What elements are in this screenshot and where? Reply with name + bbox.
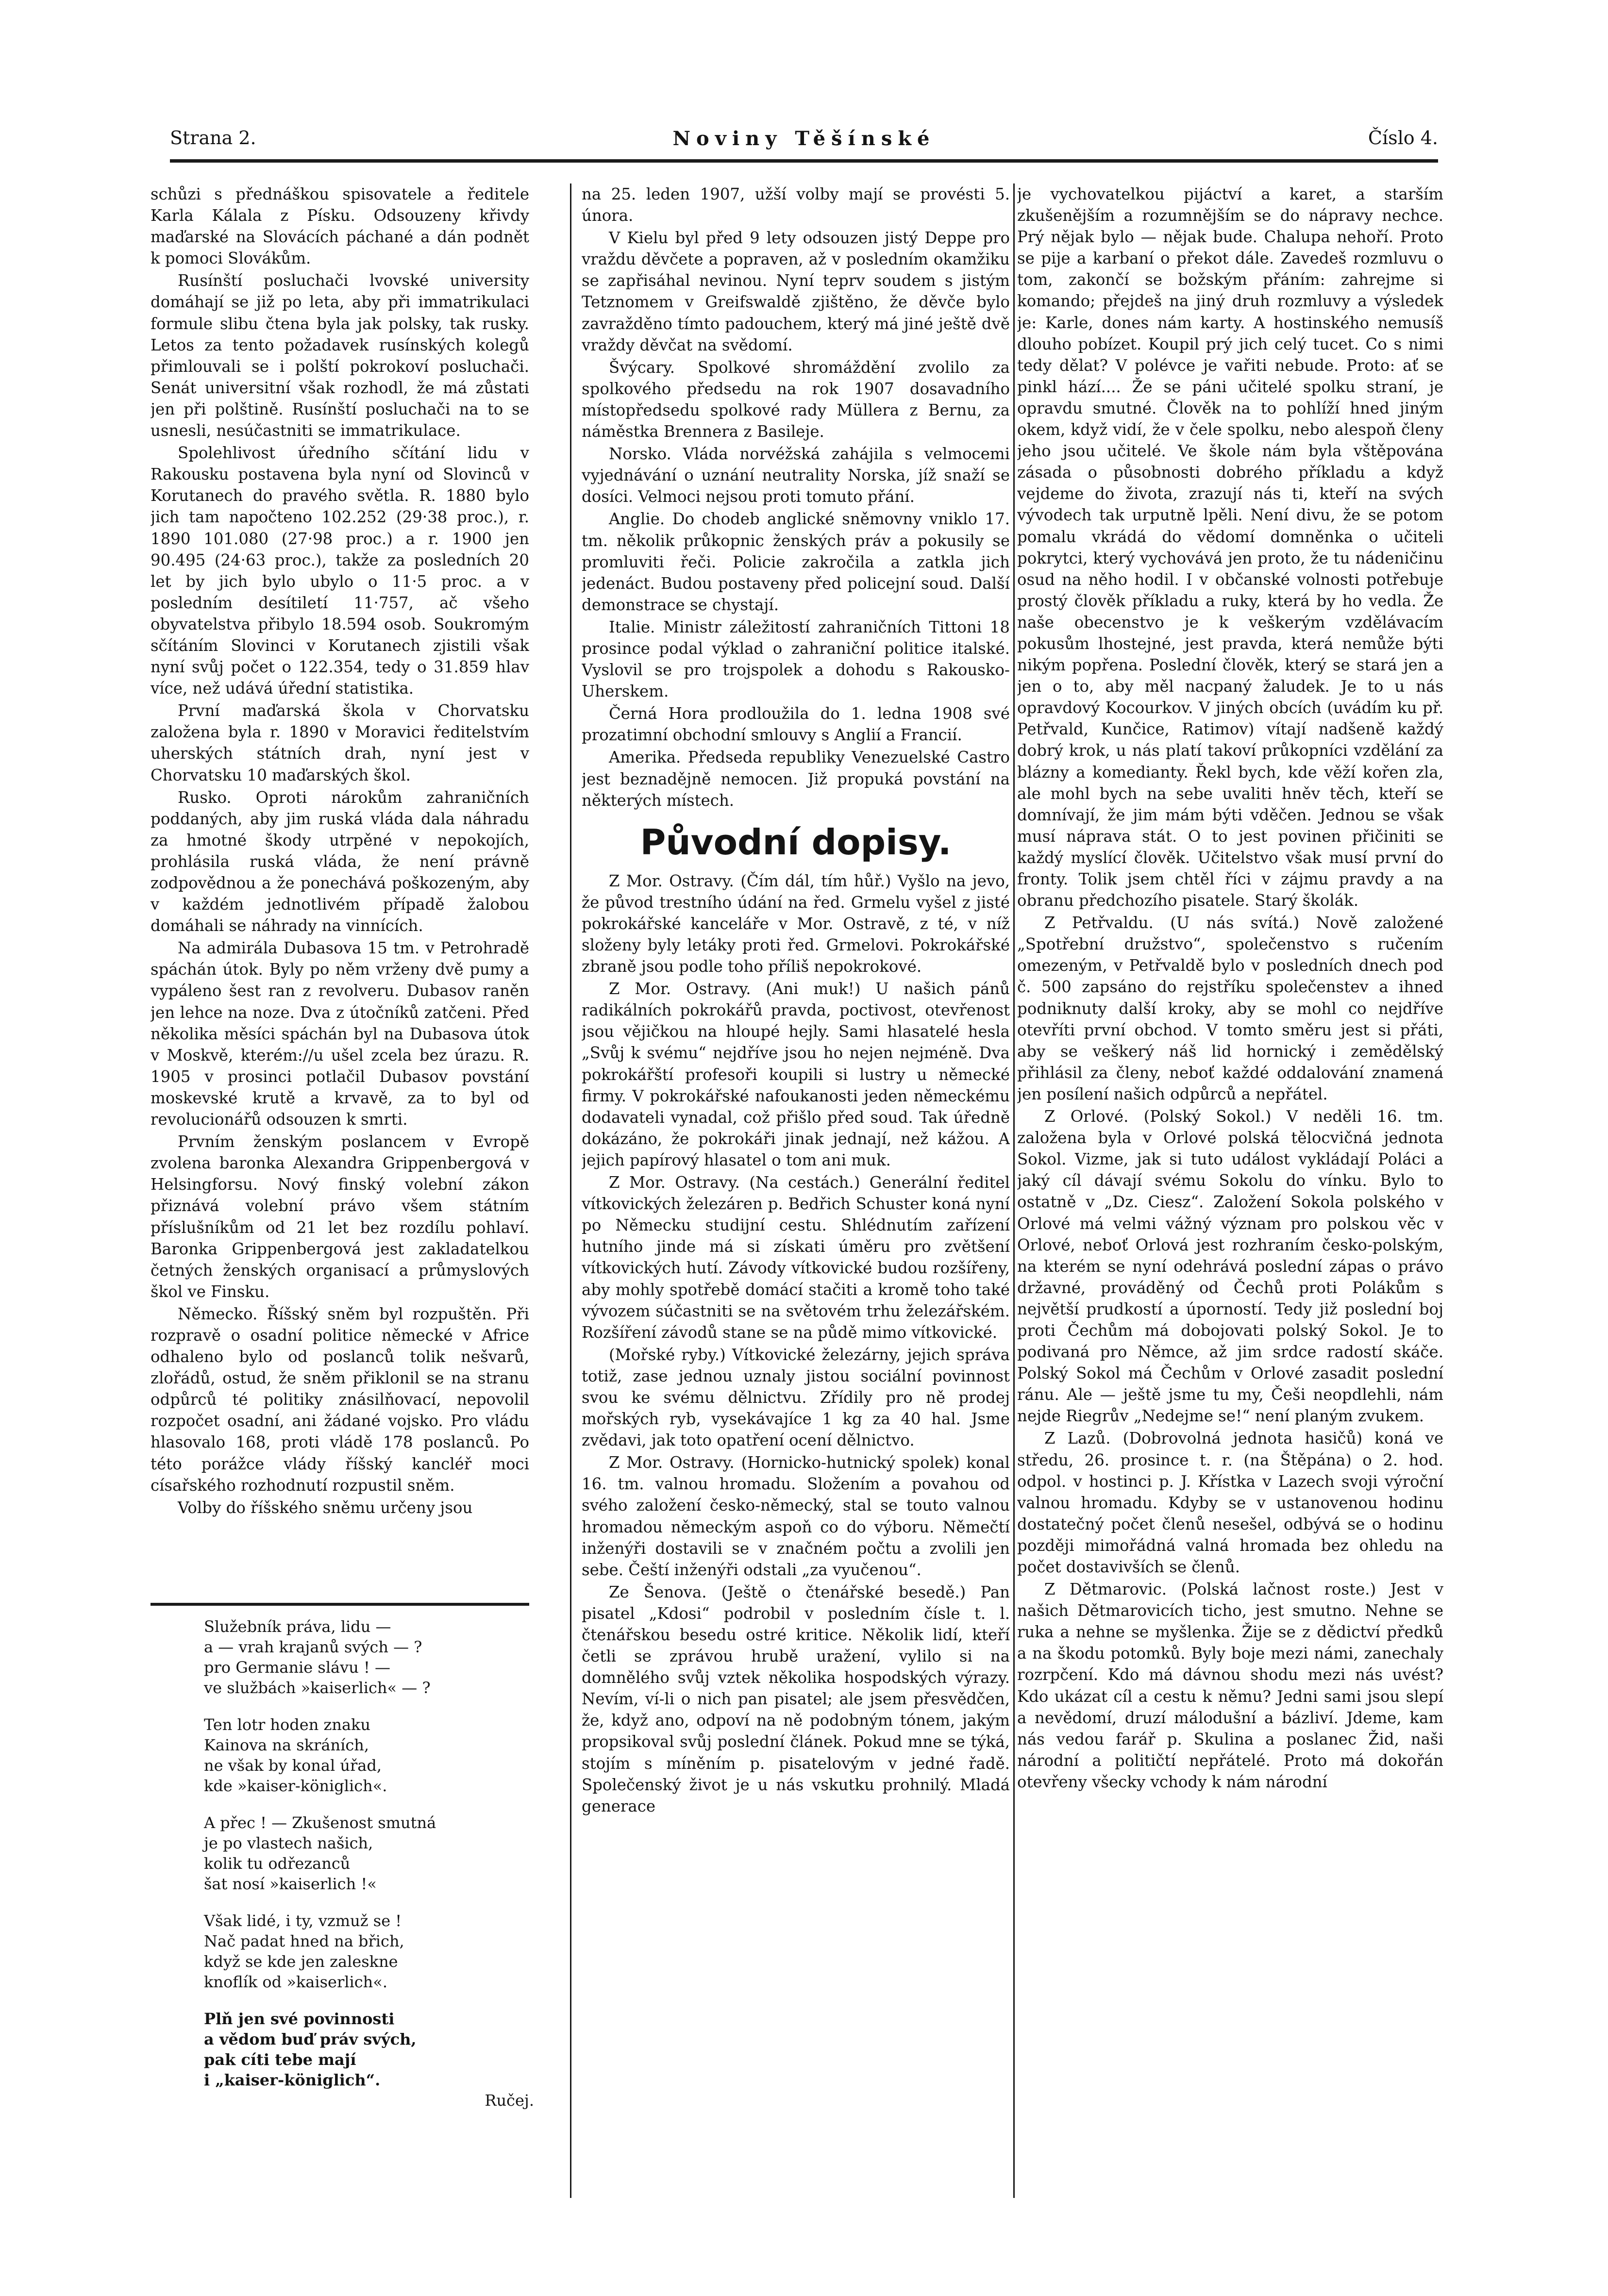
article-paragraph: První maďarská škola v Chorvatsku založena byla r. 1890 v Moravici ředitelstvím uherských státních drah, nyní jest v Chorvatsku 10 maďarských škol. bbox=[151, 701, 529, 784]
article-paragraph: Z Mor. Ostravy. (Čím dál, tím hůř.) Vyšlo na jevo, že původ trestního údání na řed. Grmelu vyšel z jisté pokrokářské kanceláře v Mor. Ostravě, z té, v níž složeny byly letáky proti řed. Grmelovi. Pokrokářské zbraně jsou podle toho příliš nepokrokové. bbox=[582, 871, 1010, 976]
poem-line: pak cíti tebe mají bbox=[204, 2050, 356, 2069]
article-paragraph: Z Mor. Ostravy. (Na cestách.) Generální ředitel vítkovických železáren p. Bedřich Schuster koná nyní po Německu studijní cestu. Shlédnutím zařízení hutního jinde má si získati úměru pro zvětšení vítkovických hutí. Závody vítkovické budou rozšířeny, aby mohly spotřebě domácí stačiti a kromě toho také vývozem súčastniti se na světovém trhu železářském. Rozšíření závodů stane se na půdě mimo vítkovické. bbox=[582, 1173, 1010, 1342]
article-paragraph: Na admirála Dubasova 15 tm. v Petrohradě spáchán útok. Byly po něm vrženy dvě pumy a vypáleno šest ran z revolveru. Dubasov raněn jen lehce na noze. Dva z útočníků zatčeni. Před několika měsíci spáchán byl na Dubasova útok v Moskvě, kterém://u ušel zcela bez úrazu. R. 1905 v prosinci potlačil Dubasov povstání moskevské krutě a krvavě, za to byl od revolucionářů odsouzen k smrti. bbox=[151, 939, 529, 1129]
poem-line: ne však by konal úřad, bbox=[204, 1756, 382, 1775]
newspaper-title: Noviny Těšínské bbox=[672, 127, 936, 150]
issue-number: Číslo 4. bbox=[1368, 127, 1438, 149]
poem-line: když se kde jen zaleskne bbox=[204, 1952, 398, 1971]
poem bbox=[204, 1616, 544, 2111]
poem-line: Kainova na skráních, bbox=[204, 1736, 369, 1754]
poem-line: je po vlastech našich, bbox=[204, 1834, 373, 1852]
article-paragraph: (Mořské ryby.) Vítkovické železárny, jejich správa totiž, zase jednou uznaly jistou sociální povinnost svou ke svému dělnictvu. Zřídily pro ně prodej mořských ryb, vysekávajíce 1 kg za 40 hal. Jsme zvědavi, jak toto opatření ocení dělnictvo. bbox=[582, 1345, 1010, 1450]
article-paragraph: Z Dětmarovic. (Polská lačnost roste.) Jest v našich Dětmarovicích ticho, jest smutno. Nehne se ruka a nehne se myšlenka. Žije se z dědictví předků a na škodu potomků. Byly boje mezi námi, zanechaly rozrpčení. Kdo má dávnou shodu mezi nás uvést? Kdo ukázat cíl a cestu k němu? Jedni sami jsou slepí a nevědomí, druzí málodušní a bázliví. Jdeme, kam nás vedou farář p. Skulina a poslanec Žid, naši národní a političtí nepřátelé. Proto má dokořán otevřeny všecky vchody k nám národní bbox=[1017, 1580, 1443, 1791]
article-paragraph: Z Orlové. (Polský Sokol.) V neděli 16. tm. založena byla v Orlové polská tělocvičná jednota Sokol. Vizme, jak si tuto událost vykládají Poláci a jaký cíl dávají svému Sokolu do vínku. Bylo to ostatně v „Dz. Ciesz“. Založení Sokola polského v Orlové má velmi vážný význam pro polskou věc v Orlové, neboť Orlová jest rozhraním česko-polským, na kterém se nyní odehrává poslední zápas o právo državné, prováděný od Čechů proti Polákům s největší prudkostí a úporností. Tedy již poslední boj proti Čechům má dobojovati polský Sokol. Je to podivaná pro Němce, až jim srdce radostí skáče. Polský Sokol má Čechům v Orlové zasadit poslední ránu. Ale — ještě jsme tu my, Češi neopdlehli, nám nejde Riegrův „Nedejme se!“ není planým zvukem. bbox=[1017, 1107, 1443, 1426]
article-paragraph: Spolehlivost úředního sčítání lidu v Rakousku postavena byla nyní od Slovinců v Korutanech do pravého světla. R. 1880 bylo jich tam napočteno 102.252 (29·38 proc.), r. 1890 101.080 (27·98 proc.) a r. 1900 jen 90.495 (24·63 proc.), takže za posledních 20 let by jich bylo ubylo o 11·5 proc. a v posledním desítiletí 11·757, ač všeho obyvatelstva přibylo 18.594 osob. Soukromým sčítáním Slovinci v Korutanech zjistili však nyní svůj počet o 122.354, tedy o 31.859 hlav více, než udává úřední statistika. bbox=[151, 444, 529, 698]
poem-line: pro Germanie slávu ! — bbox=[204, 1658, 391, 1677]
column-2 bbox=[582, 183, 1010, 2222]
poem-signature: Ručej. bbox=[485, 2091, 534, 2110]
article-paragraph: Německo. Říšský sněm byl rozpuštěn. Při rozpravě o osadní politice německé v Africe odhaleno bylo od poslanců tolik nešvarů, zlořádů, ostud, že sněm přiklonil se na stranu odpůrců té politiky znásilňovací, nepovolil rozpočet osadní, ani žádané vojsko. Pro vládu hlasovalo 168, proti vládě 178 poslanců. Po této porážce vlády říšský kancléř moci císařského rozhodnutí rozpustil sněm. bbox=[151, 1304, 529, 1495]
poem-line: a vědom buď práv svých, bbox=[204, 2030, 417, 2048]
stanza-gap bbox=[204, 1992, 544, 2009]
article-paragraph: Rusko. Oproti nárokům zahraničních poddaných, aby jim ruská vláda dala náhradu za hmotné škody utrpěné v nepokojích, prohlásila ruská vláda, že není právně zodpovědnou a že ponechává poškozeným, aby v každém jednotlivém případě žalobou domáhali se náhrady na vinnících. bbox=[151, 788, 529, 935]
article-paragraph: schůzi s přednáškou spisovatele a ředitele Karla Kálala z Písku. Odsouzeny křivdy maďarské na Slovácích páchané a dán podnět k pomoci Slovákům. bbox=[151, 185, 529, 268]
poem-line: ve službách »kaiserlich« — ? bbox=[204, 1679, 431, 1697]
poem-rule bbox=[151, 1603, 529, 1606]
poem-line: knoflík od »kaiserlich«. bbox=[204, 1973, 388, 1991]
poem-line: A přec ! — Zkušenost smutná bbox=[204, 1814, 436, 1832]
article-paragraph: Černá Hora prodloužila do 1. ledna 1908 své prozatimní obchodní smlouvy s Anglií a Francií. bbox=[582, 704, 1010, 745]
article-paragraph: Amerika. Předseda republiky Venezuelské Castro jest beznadějně nemocen. Již propuká povstání na některých místech. bbox=[582, 748, 1010, 810]
article-paragraph: Rusínští posluchači lvovské university domáhají se již po leta, aby při immatrikulaci formule slibu čtena byla jak polsky, tak rusky. Letos za tento požadavek rusínských kolegů přimlouvali se i polští pokrokoví posluchači. Senát universitní však rozhodl, že má zůstati jen při polštině. Rusínští posluchači na to se usnesli, nesúčastniti se immatrikulace. bbox=[151, 271, 529, 440]
column-3 bbox=[1017, 183, 1443, 2222]
article-paragraph: Z Mor. Ostravy. (Ani muk!) U našich pánů radikálních pokrokářů pravda, poctivost, otevřenost jsou vějičkou na hloupé hejly. Sami hlasatelé hesla „Svůj k svému“ nejdříve jsou ho nejen nejméně. Dva pokrokářští profesoři koupili si lustry u německé firmy. V pokrokářské nafoukanosti jeden německému dodavateli vynadal, což přišlo před soud. Tak úředně dokázáno, že pokrokáři jinak jednají, než kážou. A jejich papírový hlasatel o tom ani muk. bbox=[582, 980, 1010, 1169]
article-paragraph: Italie. Ministr záležitostí zahraničních Tittoni 18 prosince podal výklad o zahraniční politice italské. Vyslovil se pro trojspolek a dohodu s Rakousko-Uherskem. bbox=[582, 617, 1010, 701]
column-1 bbox=[151, 183, 529, 1594]
poem-line: kolik tu odřezanců bbox=[204, 1854, 351, 1873]
article-paragraph: Anglie. Do chodeb anglické sněmovny vniklo 17. tm. několik průkopnic ženských práv a pokusily se promluviti řeči. Policie zakročila a zatkla jich jedenáct. Budou postaveny před policejní soud. Další demonstrace se chystají. bbox=[582, 510, 1010, 614]
page-header bbox=[170, 127, 1438, 161]
poem-line: Služebník práva, lidu — bbox=[204, 1617, 391, 1636]
article-paragraph: Prvním ženským poslancem v Evropě zvolena baronka Alexandra Grippenbergová v Helsingforsu. Nový finský volební zákon přiznává volební právo všem státním příslušníkům od 21 let bez rozdílu pohlaví. Baronka Grippenbergová jest zakladatelkou četných ženských organisací a průmyslových škol ve Finsku. bbox=[151, 1132, 529, 1301]
poem-line: Plň jen své povinnosti bbox=[204, 2010, 395, 2028]
poem-line: Ten lotr hoden znaku bbox=[204, 1715, 371, 1734]
article-paragraph: Volby do říšského sněmu určeny jsou bbox=[178, 1498, 473, 1517]
poem-line: Nač padat hned na břich, bbox=[204, 1932, 404, 1950]
poem-line: i „kaiser-königlich“. bbox=[204, 2071, 381, 2089]
column-divider bbox=[570, 183, 571, 2198]
article-paragraph: je vychovatelkou pijáctví a karet, a starším zkušenějším a rozumnějším se do nápravy nechce. Prý nějak bylo — nějak bude. Chalupa nehoří. Proto se pije a karbaní o překot dále. Zavedeš rozmluvu o tom, zakončí se božským přáním: zahrejme si komando; přejdeš na jiný druh rozmluvy a výsledek je: Karle, dones nám karty. A hostinského nemusíš dlouho pobízet. Koupil prý jich celý tucet. Co s nimi tedy dělat? V polévce je vařiti nebude. Proto: ať se pinkl hází.... Že se páni učitelé spolku straní, je opravdu smutné. Člověk na to pohlíží hned jiným okem, když vidí, že v čele spolku, nebo alespoň členy jeho jsou učitelé. Ve škole nám byla vštěpována zásada o působnosti dobrého příkladu a když vejdeme do života, zrazují nás ti, kteří na svých vývodech tak urputně lpěli. Není divu, že se potom pomalu vkrádá do vědomí domněnka o učiteli pokrytci, který vychovává jen proto, že tu nádeničinu osud na něho hodil. I v občanské volnosti potřebuje prostý člověk příkladu a ruky, která by ho vedla. Že naše obecenstvo je k veškerým vzdělávacím pokusům lhostejné, jest pravda, která nemůže býti nikým popřena. Poslední člověk, který se stará jen a jen o to, aby měl nacpaný žaludek. Je to u nás opravdový Kocourkov. V jiných obcích (uvádím ku př. Petřvald, Kunčice, Ratimov) vítají nadšeně každý dobrý krok, u nás platí takoví průkopníci vzdělání za blázny a komedianty. Řekl bych, kde věží kořen zla, ale mohl bych na sebe uvaliti hněv těch, kteří se domnívají, že jim mám býti vděčen. Jednou se však musí náprava stát. O to jest povinen přičiniti se každý myslící člověk. Učitelstvo však musí první do fronty. Tolik jsem chtěl říci v zájmu pravdy a na obranu předchozího pisatele. Starý školák. bbox=[1017, 185, 1443, 910]
column-divider bbox=[1013, 183, 1015, 2198]
stanza-gap bbox=[204, 1894, 544, 1911]
article-paragraph: na 25. leden 1907, užší volby mají se provésti 5. února. bbox=[582, 185, 1010, 225]
article-paragraph: Z Mor. Ostravy. (Hornicko-hutnický spolek) konal 16. tm. valnou hromadu. Složením a povahou od svého založení česko-německý, stal se touto valnou hromadou německým aspoň co do výboru. Němečtí inženýři dostavili se v značném počtu a zvolili jen sebe. Čeští inženýři odstali „za vyučenou“. bbox=[582, 1453, 1010, 1579]
article-paragraph: Norsko. Vláda norvéžská zahájila s velmocemi vyjednávání o uznání neutrality Norska, jíž snaží se dosíci. Velmoci nejsou proti tomuto přání. bbox=[582, 445, 1010, 506]
article-paragraph: Z Petřvaldu. (U nás svítá.) Nově založené „Spotřební družstvo“, společenstvo s ručením omezeným, v Petřvaldě bylo v posledních dnech pod č. 500 zapsáno do rejstříku společenstev a ihned podniknuty další kroky, aby se mohl co nejdříve otevříti první obchod. V tomto směru jest si přáti, aby se veškerý náš lid hornický i zemědělský přihlásil za členy, neboť každé oddalování znamená jen posílení našich odpůrců a nepřátel. bbox=[1017, 914, 1443, 1103]
poem-line: a — vrah krajanů svých — ? bbox=[204, 1638, 422, 1656]
header-rule bbox=[170, 159, 1438, 163]
article-paragraph: Z Lazů. (Dobrovolná jednota hasičů) koná ve středu, 26. prosince t. r. (na Štěpána) o 2. hod. odpol. v hostinci p. J. Křístka v Lazech svoji výroční valnou hromadu. Kdyby se v ustanovenou hodinu dostatečný počet členů nesešel, odbývá se o hodinu později mimořádná valná hromada bez ohledu na počet dostavivších se členů. bbox=[1017, 1429, 1443, 1576]
article-paragraph: Švýcary. Spolkové shromáždění zvolilo za spolkového předsedu na rok 1907 dosavadního místopředsedu spolkové rady Müllera z Bernu, za náměstka Brennera z Basileje. bbox=[582, 358, 1010, 441]
stanza-gap bbox=[204, 1698, 544, 1714]
poem-line: kde »kaiser-königlich«. bbox=[204, 1777, 387, 1795]
stanza-gap bbox=[204, 1796, 544, 1813]
poem-line: Však lidé, i ty, vzmuž se ! bbox=[204, 1912, 402, 1930]
section-title: Původní dopisy. bbox=[640, 821, 952, 863]
page-number: Strana 2. bbox=[170, 127, 256, 149]
article-paragraph: Ze Šenova. (Ještě o čtenářské besedě.) Pan pisatel „Kdosi“ podrobil v posledním čísle t. l. čtenářskou besedu ostré kritice. Několik lidí, kteří četli se zprávou hrubě uražení, vylilo si na domnělého svůj vztek několika hospodských výrazy. Nevím, ví-li o nich pan pisatel; ale jsem přesvědčen, že, když ano, odpoví na ně podobným tónem, jakým propsikoval svůj poslední článek. Pokud mne se týká, stojím s míněním p. pisatelovým v jedné řadě. Společenský život je u nás vskutku prohnilý. Mladá generace bbox=[582, 1582, 1010, 1815]
poem-line: šat nosí »kaiserlich !« bbox=[204, 1875, 377, 1893]
article-paragraph: V Kielu byl před 9 lety odsouzen jistý Deppe pro vraždu děvčete a popraven, až v posledním okamžiku se zapřisáhal nevinou. Nyní teprv soudem s jistým Tetznomem v Greifswaldě zjištěno, že děvče bylo zavražděno tímto padouchem, který má jiné ještě dvě vraždy děvčat na svědomí. bbox=[582, 229, 1010, 354]
